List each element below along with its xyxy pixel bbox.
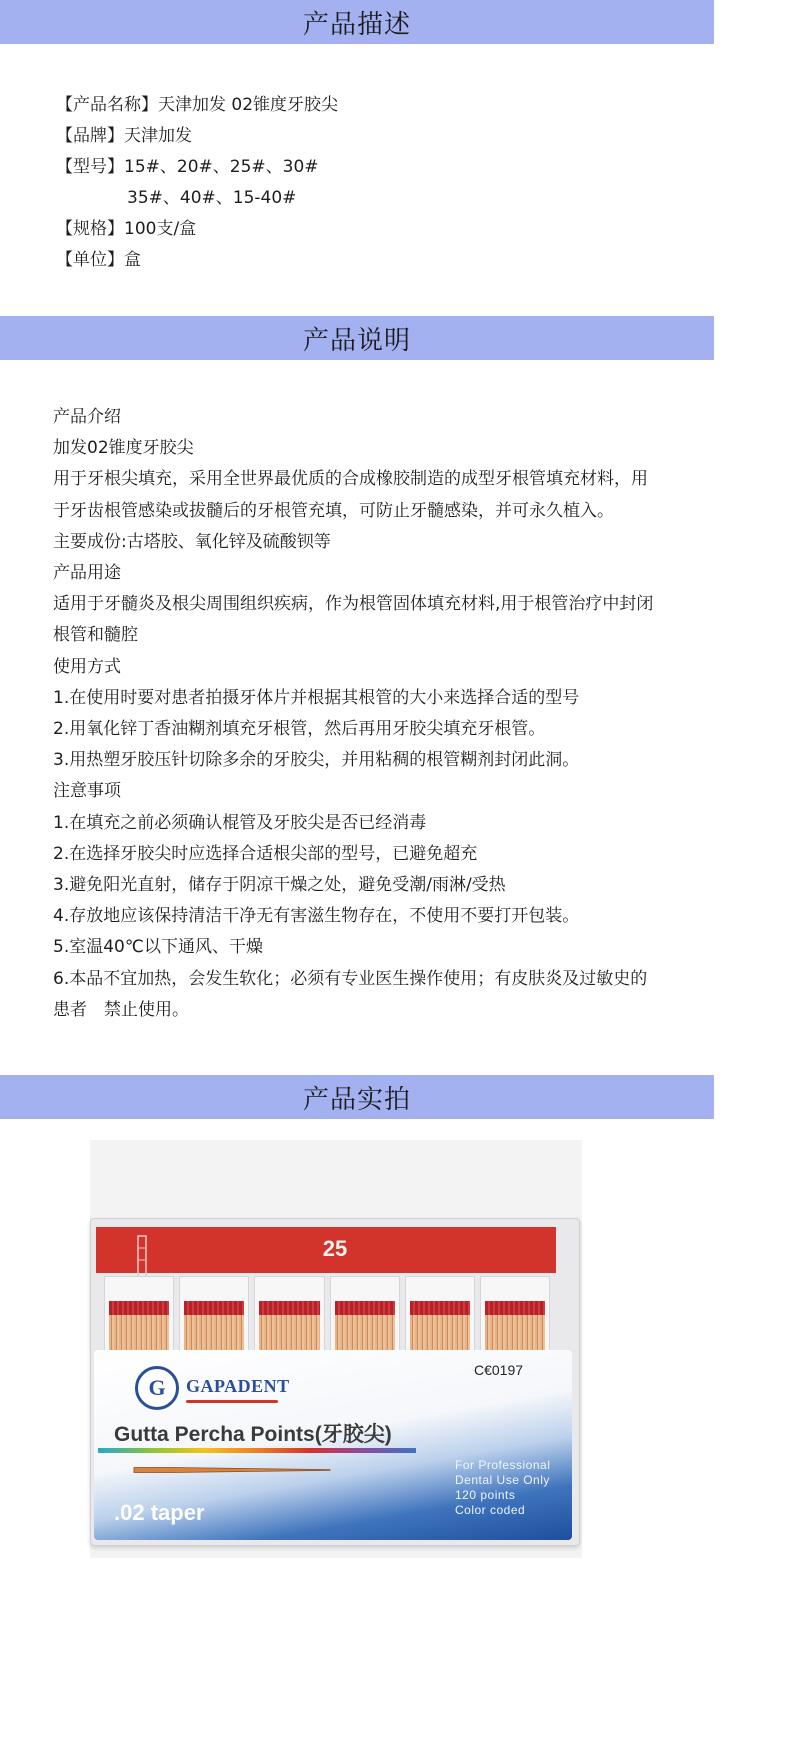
compartment [179, 1276, 249, 1358]
method-step: 1.在使用时要对患者拍摄牙体片并根据其根管的大小来选择合适的型号 [53, 687, 580, 708]
section-header-instructions [0, 316, 714, 360]
intro-line: 加发02锥度牙胶尖 [53, 438, 194, 459]
info-line: Color coded [455, 1503, 526, 1517]
size-label: 25 [322, 1236, 348, 1261]
usage-paragraph: 适用于牙髓炎及根尖周围组织疾病，作为根管固体填充材料,用于根管治疗中封闭根管和髓腔 [53, 594, 654, 646]
note-item: 1.在填充之前必须确认棍管及牙胶尖是否已经消毒 [53, 812, 427, 833]
compartment [330, 1276, 400, 1358]
notes-heading: 注意事项 [53, 781, 121, 802]
gapadent-logo-icon [135, 1366, 179, 1410]
method-heading: 使用方式 [53, 656, 121, 677]
compartment [480, 1276, 550, 1358]
info-line: 120 points [455, 1488, 516, 1502]
note-item: 2.在选择牙胶尖时应选择合适根尖部的型号，已避免超充 [53, 843, 478, 864]
info-line: Dental Use Only [455, 1473, 550, 1487]
section-header-description [0, 0, 714, 44]
product-name: Gutta Percha Points(牙胶尖) [114, 1423, 392, 1446]
gutta-points [109, 1301, 169, 1357]
section-header-photo [0, 1075, 714, 1119]
desc-row-name: 【产品名称】天津加发 02锥度牙胶尖 [56, 95, 339, 115]
section-title: 产品说明 [302, 325, 411, 356]
intro-paragraph: 用于牙根尖填充，采用全世界最优质的合成橡胶制造的成型牙根管填充材料，用于牙齿根管感染或拔髓后的牙根管充填，可防止牙髓感染，并可永久植入。 [53, 469, 648, 521]
usage-info [455, 1458, 550, 1518]
note-item: 3.避免阳光直射，储存于阴凉干燥之处，避免受潮/雨淋/受热 [53, 875, 506, 896]
intro-line: 主要成份:古塔胶、氧化锌及硫酸钡等 [53, 531, 331, 552]
logo-letter: G [148, 1375, 166, 1400]
color-coded-stripe [98, 1448, 416, 1453]
section-title: 产品描述 [302, 9, 411, 40]
compartment [254, 1276, 324, 1358]
note-item: 6.本品不宜加热，会发生软化；必须有专业医生操作使用；有皮肤炎及过敏史的患者 禁止使用。 [53, 968, 648, 1020]
gutta-points [485, 1301, 545, 1357]
method-step: 2.用氧化锌丁香油糊剂填充牙根管，然后再用牙胶尖填充牙根管。 [53, 719, 546, 740]
brand-underline [186, 1400, 278, 1403]
desc-row-model-cont: 35#、40#、15-40# [127, 188, 297, 208]
section-title: 产品实拍 [302, 1084, 411, 1115]
desc-row-model: 【型号】15#、20#、25#、30# [56, 157, 319, 177]
desc-row-brand: 【品牌】天津加发 [56, 126, 192, 146]
info-line: For Professional [455, 1458, 551, 1472]
method-step: 3.用热塑牙胶压针切除多余的牙胶尖，并用粘稠的根管糊剂封闭此洞。 [53, 750, 580, 771]
points-compartments [104, 1276, 550, 1358]
gutta-points [410, 1301, 470, 1357]
gutta-points [184, 1301, 244, 1357]
product-description [56, 90, 338, 276]
usage-heading: 产品用途 [53, 563, 121, 584]
taper-label: .02 taper [114, 1500, 205, 1525]
brand-name: GAPADENT [186, 1376, 290, 1396]
gutta-point-icon [132, 1466, 332, 1474]
gutta-points [335, 1301, 395, 1357]
desc-row-unit: 【单位】盒 [56, 250, 141, 270]
ce-mark: C€0197 [474, 1362, 524, 1378]
compartment [405, 1276, 475, 1358]
gutta-points [259, 1301, 319, 1357]
product-instructions [53, 402, 663, 1026]
intro-heading: 产品介绍 [53, 407, 121, 427]
note-item: 4.存放地应该保持清洁干净无有害滋生物存在，不使用不要打开包装。 [53, 906, 580, 927]
desc-row-spec: 【规格】100支/盒 [56, 219, 197, 239]
compartment [104, 1276, 174, 1358]
note-item: 5.室温40℃以下通风、干燥 [53, 937, 263, 958]
